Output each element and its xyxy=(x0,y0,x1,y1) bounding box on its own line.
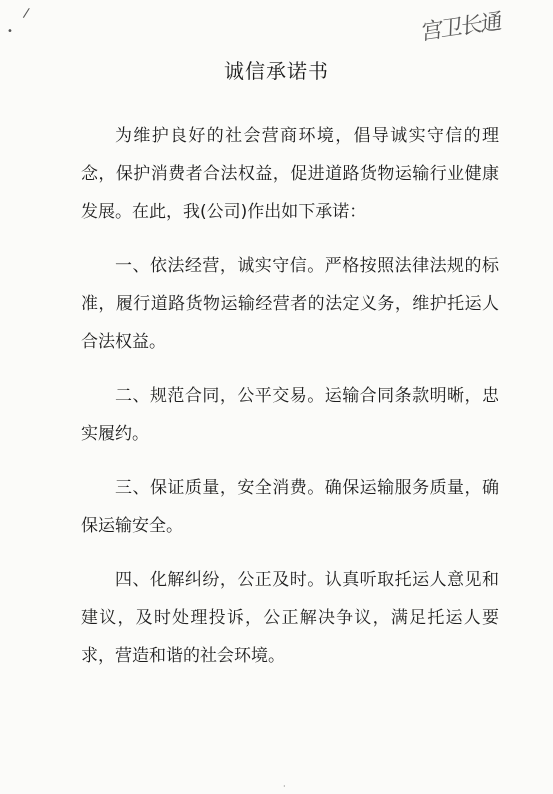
paragraph-pledge-4: 四、化解纠纷，公正及时。认真听取托运人意见和建议，及时处理投诉，公正解决争议，满足托运人要求，营造和谐的社会环境。 xyxy=(81,570,499,666)
scan-mark-bottom: · xyxy=(283,782,286,791)
paragraph-pledge-1: 一、依法经营，诚实守信。严格按照法律法规的标准，履行道路货物运输经营者的法定义务，维护托运人合法权益。 xyxy=(81,256,499,352)
document-title: 诚信承诺书 xyxy=(224,59,329,83)
paragraph-intro: 为维护良好的社会营商环境，倡导诚实守信的理念，保护消费者合法权益，促进道路货物运输行业健康发展。在此，我(公司)作出如下承诺： xyxy=(81,126,499,222)
scan-mark-dot: • xyxy=(7,26,13,37)
paragraph-pledge-3: 三、保证质量，安全消费。确保运输服务质量，确保运输安全。 xyxy=(81,478,499,536)
paragraph-pledge-2: 二、规范合同，公平交易。运输合同条款明晰，忠实履约。 xyxy=(81,386,499,444)
scan-mark-slash: / xyxy=(22,5,31,22)
document-body xyxy=(81,117,499,691)
handwritten-signature: 宫卫长通 xyxy=(420,9,501,46)
